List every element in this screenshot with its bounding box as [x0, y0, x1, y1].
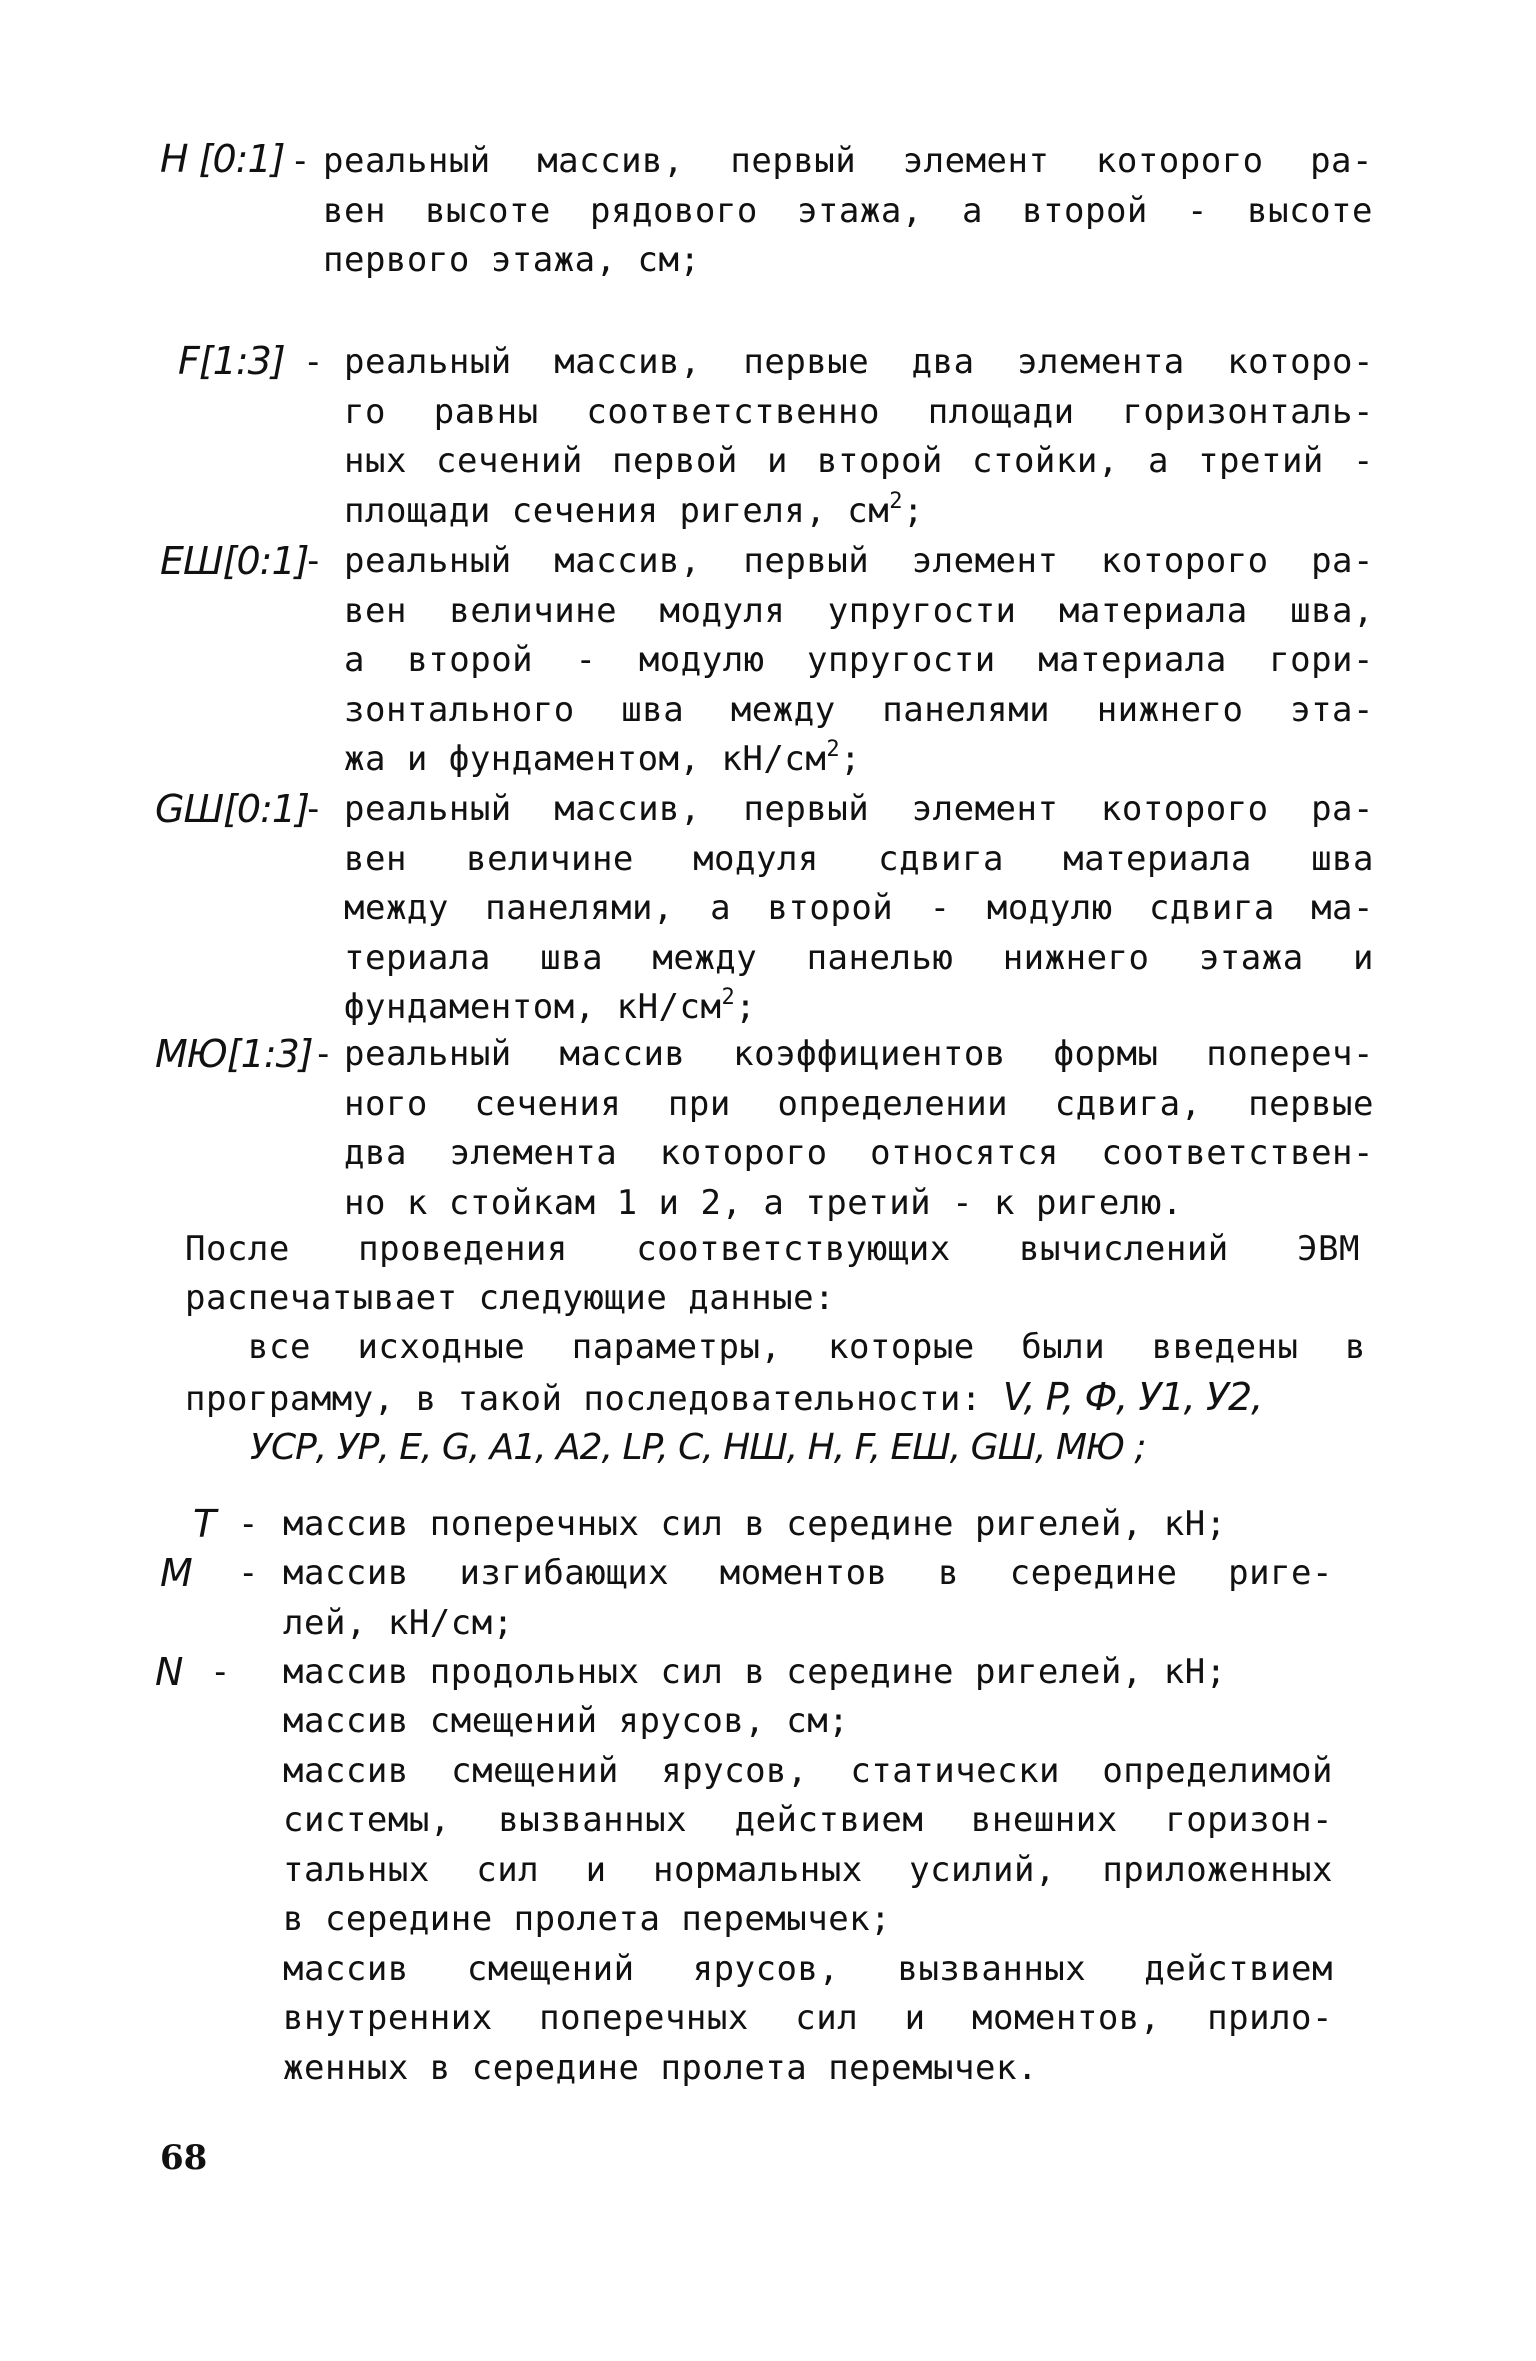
output-line: массив изгибающих моментов в середине риге-	[283, 1553, 1333, 1593]
entry-line: а второй - модулю упругости материала гори-	[344, 640, 1374, 680]
entry-symbol-h: H [0:1]	[160, 137, 285, 181]
entry-dash: -	[290, 141, 311, 181]
entry-line: но к стойкам 1 и 2, а третий - к ригелю.	[344, 1182, 1183, 1223]
entry-dash: -	[303, 541, 324, 581]
parameter-list: V, P, Ф, У1, У2,	[1002, 1375, 1263, 1419]
entry-line: реальный массив, первые два элемента которо-	[344, 342, 1374, 382]
entry-line: териала шва между панелью нижнего этажа и	[344, 937, 1374, 978]
entry-line: реальный массив, первый элемент которого ра-	[344, 541, 1374, 581]
continuation-line: тальных сил и нормальных усилий, приложенных	[283, 1849, 1333, 1890]
output-text-m	[283, 1549, 1333, 1648]
continuation-line: массив смещений ярусов, см;	[283, 1701, 850, 1741]
entry-line: между панелями, а второй - модулю сдвига ма-	[344, 888, 1374, 928]
paragraph-line-text: программу, в такой последовательности:	[185, 1379, 1003, 1419]
entry-text-gsh	[344, 785, 1374, 1033]
superscript: 2	[826, 737, 841, 762]
entry-text-esh	[344, 537, 1374, 785]
entry-line-text: фундаментом, кН/см	[344, 987, 722, 1027]
entry-line-text: жа и фундаментом, кН/см	[344, 739, 827, 779]
paragraph-line: распечатывает следующие данные:	[185, 1278, 836, 1318]
output-symbol-n: N	[155, 1650, 183, 1694]
entry-line: ного сечения при определении сдвига, первые	[344, 1083, 1374, 1124]
output-continuation	[283, 1697, 1333, 2093]
output-text-t	[283, 1500, 1333, 1550]
paragraph-line: После проведения соответствующих вычислений ЭВМ	[185, 1229, 1360, 1269]
page-number: 68	[160, 2138, 208, 2178]
entry-text-myu	[344, 1030, 1374, 1228]
entry-line	[344, 487, 1374, 537]
superscript: 2	[889, 488, 903, 514]
entry-line-end: ;	[840, 739, 862, 779]
entry-line-text: площади сечения ригеля, см	[344, 490, 890, 531]
entry-line: реальный массив коэффициентов формы попереч-	[344, 1034, 1374, 1074]
output-line: массив поперечных сил в середине ригелей, кН;	[283, 1504, 1227, 1544]
entry-symbol-esh: ЕШ[0:1]	[160, 539, 309, 583]
paragraph-inputs	[248, 1323, 1366, 1373]
entry-line: вен величине модуля сдвига материала шва	[344, 838, 1374, 879]
entry-symbol-f: F[1:3]	[178, 339, 285, 383]
output-dash: -	[238, 1553, 259, 1593]
entry-line: ных сечений первой и второй стойки, а третий -	[344, 441, 1374, 481]
entry-line: два элемента которого относятся соответствен-	[344, 1133, 1374, 1173]
output-dash: -	[238, 1504, 259, 1544]
continuation-line: внутренних поперечных сил и моментов, прило-	[283, 1998, 1333, 2038]
output-line: массив продольных сил в середине ригелей, кН;	[283, 1652, 1227, 1692]
parameter-list-cont: УСР, УР, Е, G, А1, А2, LP, C, НШ, Н, F, ЕШ, GШ, МЮ ;	[250, 1427, 1146, 1468]
output-symbol-t: T	[193, 1502, 216, 1546]
entry-line	[344, 735, 1374, 785]
entry-line: первого этажа, см;	[323, 240, 701, 280]
continuation-line: системы, вызванных действием внешних горизон-	[283, 1800, 1333, 1840]
entry-line: вен высоте рядового этажа, а второй - высоте	[323, 190, 1373, 231]
paragraph-after-computation	[185, 1225, 1360, 1275]
continuation-line: женных в середине пролета перемычек.	[283, 2047, 1038, 2088]
continuation-line: массив смещений ярусов, вызванных действием	[283, 1948, 1333, 1989]
continuation-line: в середине пролета перемычек;	[283, 1899, 892, 1939]
output-dash: -	[210, 1652, 231, 1692]
entry-line	[344, 983, 1374, 1033]
paragraph-line: все исходные параметры, которые были введены в	[248, 1327, 1366, 1367]
entry-line-end: ;	[902, 490, 924, 531]
entry-line: зонтального шва между панелями нижнего эта-	[344, 689, 1374, 730]
entry-line-end: ;	[735, 987, 757, 1027]
output-text-n	[283, 1648, 1333, 1698]
entry-dash: -	[313, 1034, 334, 1074]
entry-line: вен величине модуля упругости материала шва,	[344, 590, 1374, 631]
entry-symbol-myu: МЮ[1:3]	[155, 1032, 313, 1076]
entry-text-h	[323, 137, 1373, 286]
entry-symbol-gsh: GШ[0:1]	[155, 787, 309, 831]
continuation-line: массив смещений ярусов, статически определимой	[283, 1750, 1333, 1791]
entry-line: реальный массив, первый элемент которого ра-	[344, 789, 1374, 829]
entry-line: го равны соответственно площади горизонталь-	[344, 391, 1374, 432]
entry-dash: -	[303, 342, 324, 382]
paragraph-inputs-line2	[185, 1373, 1375, 1425]
entry-dash: -	[303, 789, 324, 829]
output-line: лей, кН/см;	[283, 1602, 514, 1643]
entry-line: реальный массив, первый элемент которого ра-	[323, 141, 1373, 181]
superscript: 2	[721, 985, 736, 1010]
entry-text-f	[344, 338, 1374, 536]
paragraph-after-computation-cont	[185, 1274, 1360, 1324]
output-symbol-m: M	[160, 1551, 192, 1595]
